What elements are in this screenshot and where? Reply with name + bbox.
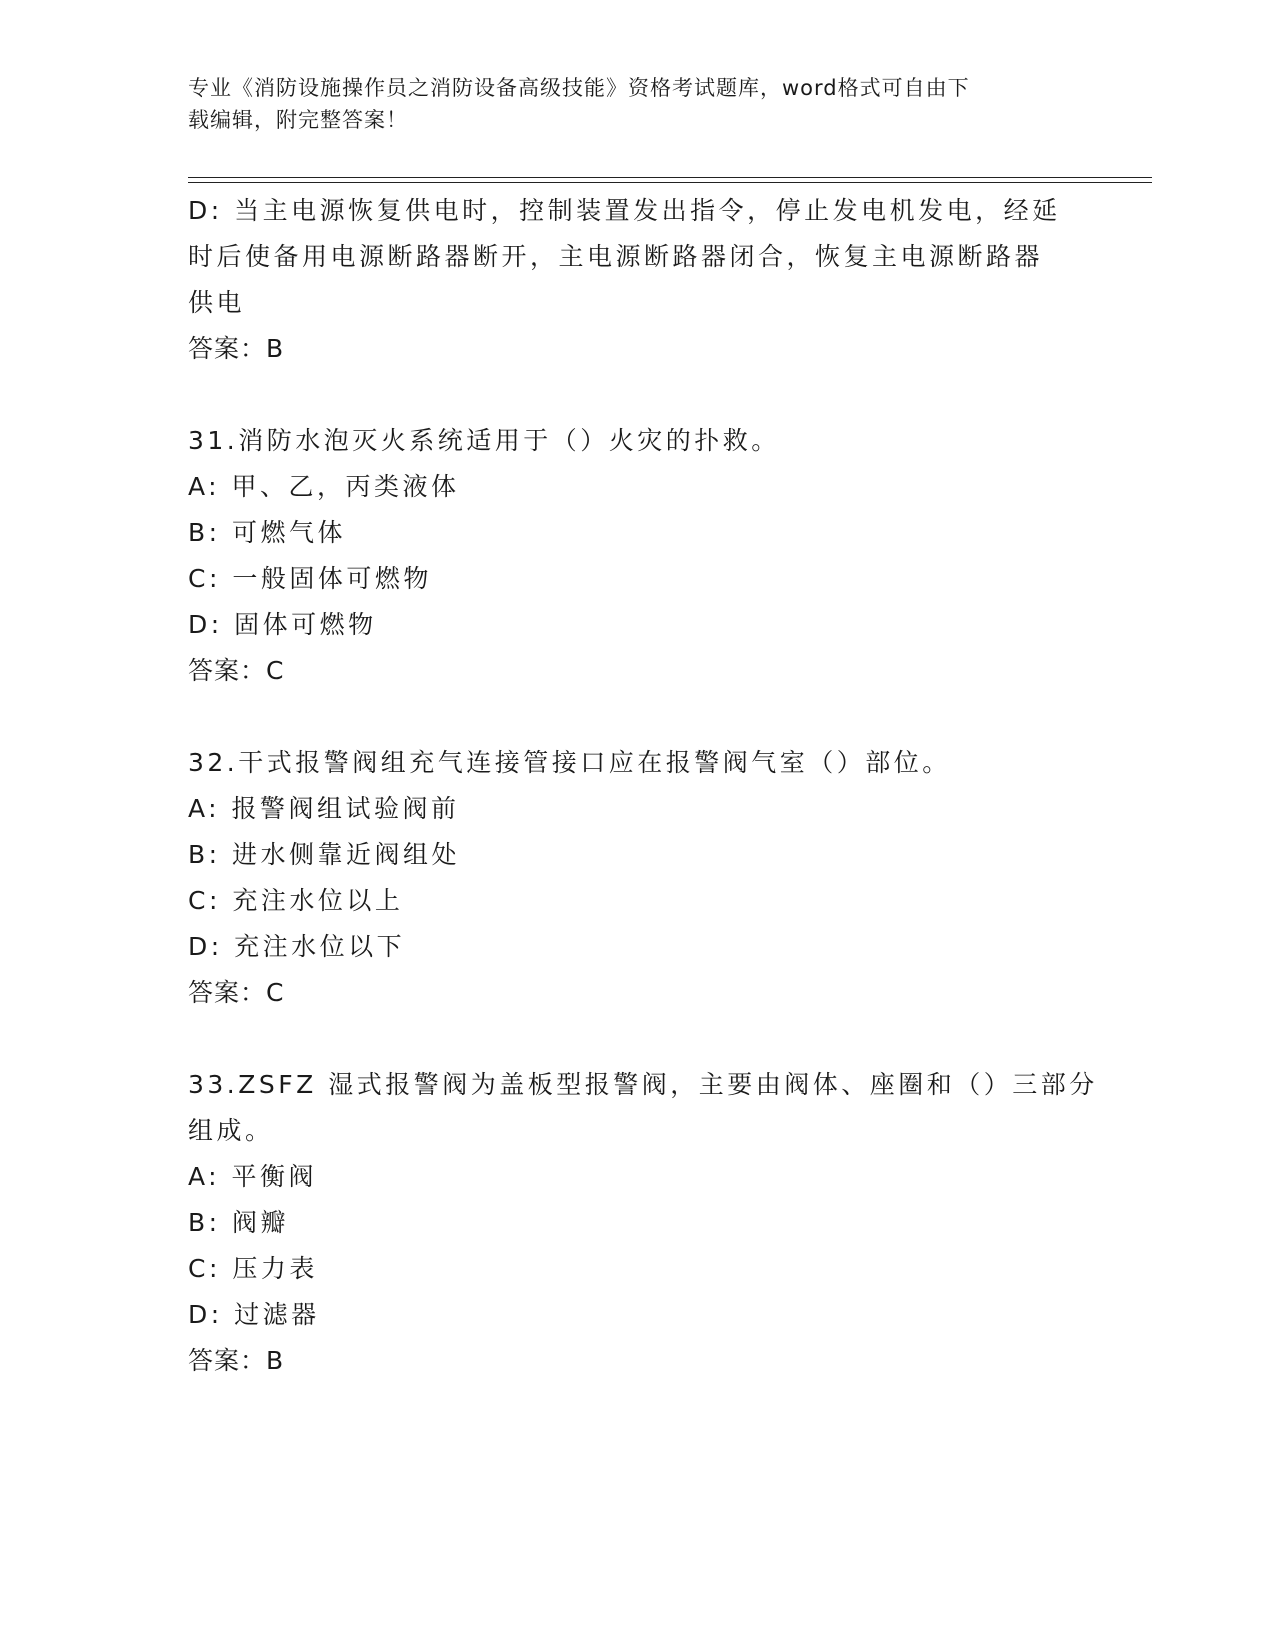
- answer: 答案：C: [188, 656, 285, 685]
- question-stem-line-2: 组成。: [188, 1116, 274, 1145]
- question-stem-line-1: 33.ZSFZ 湿式报警阀为盖板型报警阀，主要由阀体、座圈和（）三部分: [188, 1070, 1098, 1099]
- document-header: [188, 72, 1088, 136]
- option-d: D: 充注水位以下: [188, 932, 406, 961]
- option-b: B: 阀瓣: [188, 1208, 290, 1237]
- option-d-line-3: 供电: [188, 288, 246, 317]
- answer: 答案：C: [188, 978, 285, 1007]
- header-divider-top: [188, 177, 1152, 178]
- option-c: C: 充注水位以上: [188, 886, 404, 915]
- spacer: [188, 1016, 1088, 1062]
- spacer: [188, 372, 1088, 418]
- spacer: [188, 694, 1088, 740]
- option-b: B: 可燃气体: [188, 518, 347, 547]
- header-divider-bottom: [188, 182, 1152, 183]
- option-a: A: 平衡阀: [188, 1162, 318, 1191]
- option-d: D: 过滤器: [188, 1300, 320, 1329]
- question-stem: 32.干式报警阀组充气连接管接口应在报警阀气室（）部位。: [188, 748, 951, 777]
- question-31: [188, 418, 1088, 694]
- option-a: A: 甲、乙，丙类液体: [188, 472, 460, 501]
- header-line-1: 专业《消防设施操作员之消防设备高级技能》资格考试题库，word格式可自由下: [188, 76, 970, 100]
- option-d-line-1: D: 当主电源恢复供电时，控制装置发出指令，停止发电机发电，经延: [188, 196, 1061, 225]
- option-d-line-2: 时后使备用电源断路器断开，主电源断路器闭合，恢复主电源断路器: [188, 242, 1044, 271]
- question-33: [188, 1062, 1098, 1384]
- answer: 答案：B: [188, 1346, 285, 1375]
- option-d: D: 固体可燃物: [188, 610, 377, 639]
- option-c: C: 压力表: [188, 1254, 318, 1283]
- option-c: C: 一般固体可燃物: [188, 564, 432, 593]
- question-content: [188, 188, 1098, 1384]
- question-32: [188, 740, 1088, 1016]
- answer: 答案：B: [188, 334, 285, 363]
- previous-question-tail: [188, 188, 1088, 372]
- question-stem: 31.消防水泡灭火系统适用于（）火灾的扑救。: [188, 426, 780, 455]
- option-b: B: 进水侧靠近阀组处: [188, 840, 461, 869]
- header-line-2: 载编辑，附完整答案！: [188, 108, 408, 132]
- option-a: A: 报警阀组试验阀前: [188, 794, 460, 823]
